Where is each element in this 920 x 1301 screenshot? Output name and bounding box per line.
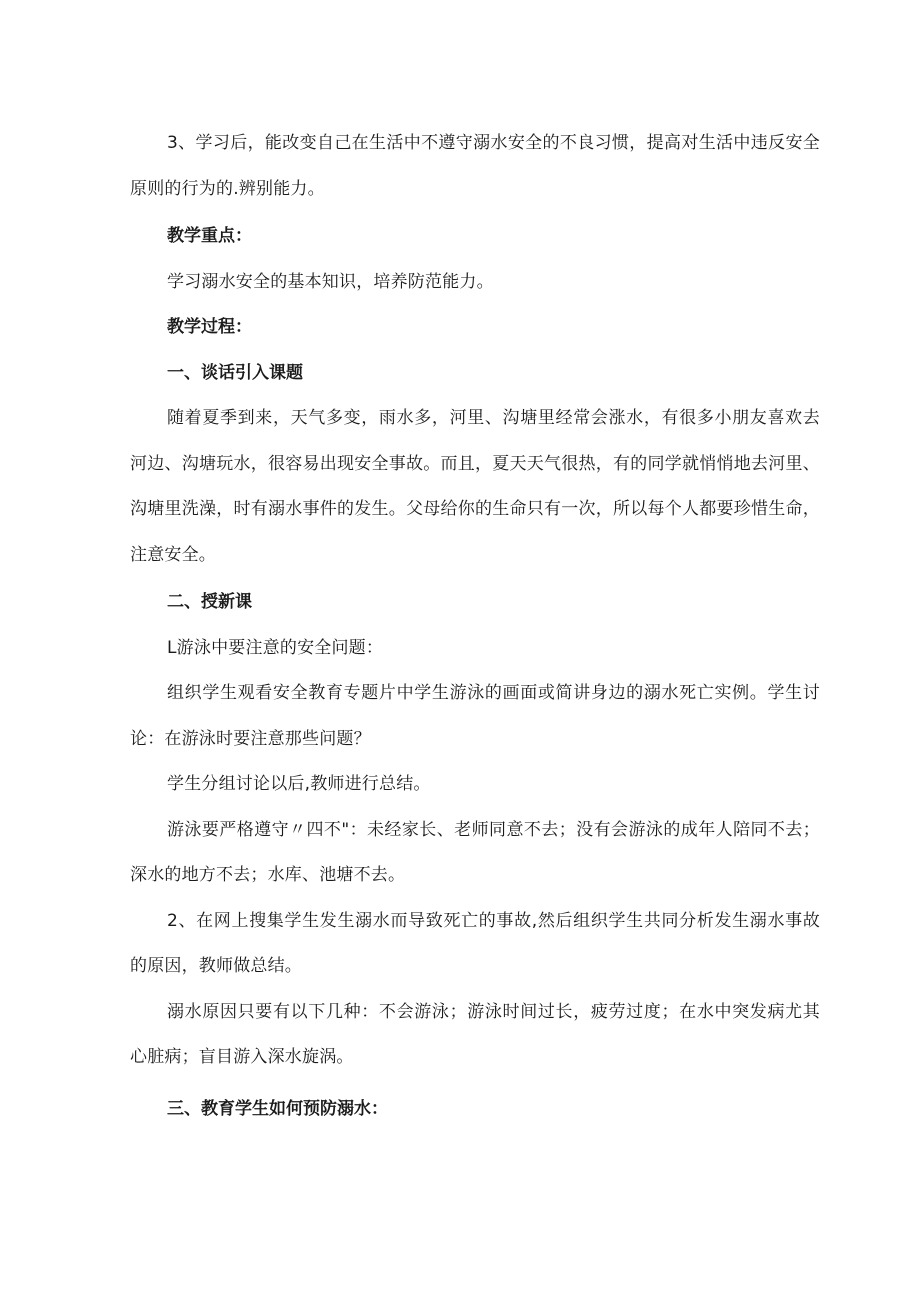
document-body [130,121,820,1132]
paragraph-teaching-focus: 学习溺水安全的基本知识，培养防范能力。 [167,271,494,292]
heading-section-1: 一、谈话引入课题 [167,362,303,383]
paragraph-video-discussion: 组织学生观看安全教育专题片中学生游泳的画面或简讲身边的溺水死亡实例。学生讨论：在游泳时要注意那些问题？ [130,683,820,749]
paragraph-introduction: 随着夏季到来，天气多变，雨水多，河里、沟塘里经常会涨水，有很多小朋友喜欢去河边、沟塘玩水，很容易出现安全事故。而且，夏天天气很热，有的同学就悄悄地去河里、沟塘里洗澡，时有溺水事件的发生。父母给你的生命只有一次，所以每个人都要珍惜生命，注意安全。 [130,408,820,565]
paragraph-group-discussion: 学生分组讨论以后,教师进行总结。 [167,774,431,794]
heading-teaching-process: 教学过程： [167,317,252,337]
heading-section-3: 三、教育学生如何预防溺水： [167,1098,388,1119]
paragraph-learning-goal-3: 3、学习后，能改变自己在生活中不遵守溺水安全的不良习惯，提高对生活中违反安全原则的行为的.辨别能力。 [130,133,820,199]
paragraph-four-rules: 游泳要严格遵守〃四不"：未经家长、老师同意不去；没有会游泳的成年人陪同不去；深水的地方不去；水库、池塘不去。 [130,819,820,885]
paragraph-swimming-safety-title: L游泳中要注意的安全问题： [167,637,384,658]
heading-teaching-focus: 教学重点： [167,226,252,246]
heading-section-2: 二、授新课 [167,592,252,612]
paragraph-accident-analysis: 2、在网上搜集学生发生溺水而导致死亡的事故,然后组织学生共同分析发生溺水事故的原因，教师做总结。 [130,910,820,976]
paragraph-drowning-causes: 溺水原因只要有以下几种：不会游泳；游泳时间过长，疲劳过度；在水中突发病尤其心脏病；盲目游入深水旋涡。 [130,1001,820,1067]
